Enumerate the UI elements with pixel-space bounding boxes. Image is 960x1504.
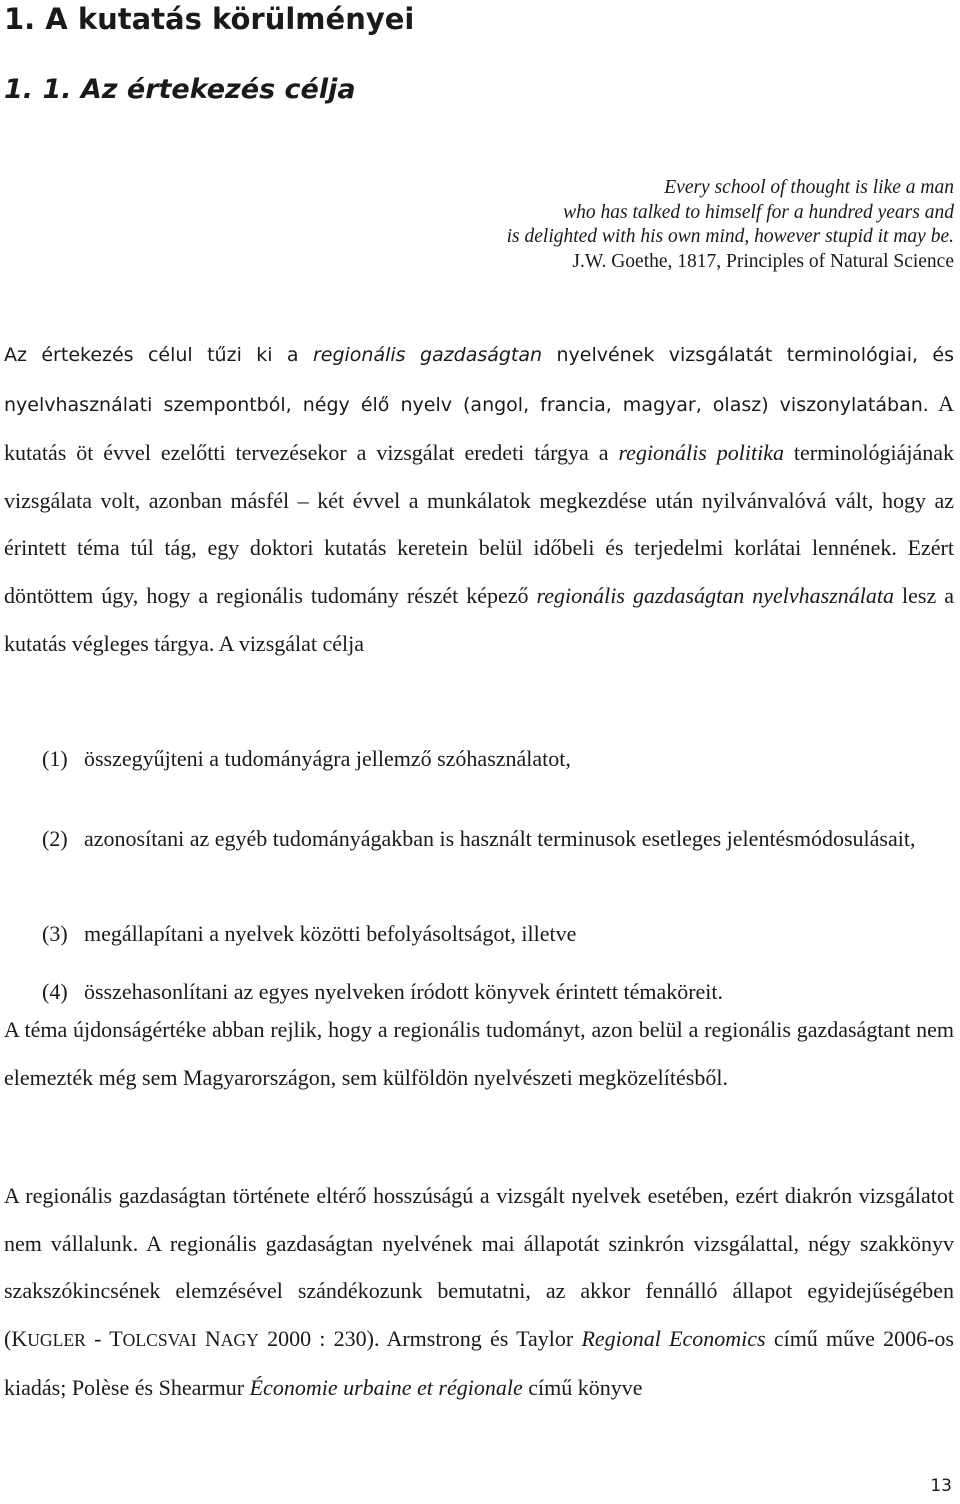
epigraph: [394, 176, 954, 274]
list-item: [42, 820, 954, 858]
list-number: (4): [42, 979, 68, 1004]
list-number: (2): [42, 826, 68, 851]
text-run: című műve 2006-os kiadás; Polèse és Shearmur: [4, 1325, 954, 1401]
text-run: című könyve: [522, 1375, 643, 1401]
text-run: 2000 : 230).: [258, 1325, 380, 1351]
emphasis: regionális politika: [618, 440, 784, 466]
list-item: [42, 915, 954, 953]
list-number: (1): [42, 746, 68, 771]
epigraph-attribution: J.W. Goethe, 1817, Principles of Natural Science: [572, 250, 954, 272]
text-run: A kutatás öt évvel ezelőtti tervezésekor a vizsgálat eredeti tárgya a: [4, 390, 954, 466]
page-number: 13: [930, 1476, 952, 1496]
small-caps: UGLER: [27, 1329, 86, 1350]
emphasis: regionális gazdaságtan nyelvhasználata: [536, 582, 894, 608]
list-number: (3): [42, 921, 68, 946]
emphasis: Regional Economics: [581, 1325, 766, 1351]
small-caps: OLCSVAI: [122, 1329, 197, 1350]
text-run: lesz a kutatás végleges tárgya. A vizsgálat célja: [4, 582, 954, 656]
paragraph-aim: [4, 330, 954, 667]
section-heading: 1. 1. Az értekezés célja: [4, 74, 356, 105]
text-run: -: [85, 1325, 110, 1351]
emphasis: Économie urbaine et régionale: [249, 1375, 523, 1401]
text-run: A regionális gazdaságtan története eltérő hosszúságú a vizsgált nyelvek esetében, ezért diakrón vizsgálatot nem vállalunk. A regionális gazdaságtan nyelvének mai állapotát szinkrón vizsgálattal, négy szakkönyv szakszókincsének elemzésével szándékozunk bemutatni, az akkor fennálló állapot egyidejűségében (: [4, 1183, 954, 1351]
epigraph-line: who has talked to himself for a hundred years and: [563, 201, 954, 223]
list-item: [42, 740, 954, 778]
chapter-heading: 1. A kutatás körülményei: [4, 2, 415, 36]
text-run: Az értekezés célul tűzi ki a: [4, 344, 313, 366]
paragraph-history: [4, 1172, 954, 1412]
epigraph-line: is delighted with his own mind, however stupid it may be.: [506, 226, 954, 247]
text-run: Armstrong és Taylor: [379, 1325, 582, 1351]
text-run: terminológiájának vizsgálata volt, azonban másfél – két évvel a munkálatok megkezdése után nyilvánvalóvá vált, hogy az érintett téma túl tág, egy doktori kutatás keretein belül időbeli és terjedelmi korlátai lennének. Ezért döntöttem úgy, hogy a regionális tudomány részét képező: [4, 440, 954, 608]
epigraph-line: Every school of thought is like a man: [664, 177, 954, 198]
list-text: összehasonlítani az egyes nyelveken íródott könyvek érintett témaköreit.: [84, 979, 724, 1004]
emphasis: regionális gazdaságtan: [312, 344, 543, 366]
small-caps: AGY: [220, 1329, 259, 1350]
list-text: összegyűjteni a tudományágra jellemző szóhasználatot,: [84, 746, 571, 771]
list-text: azonosítani az egyéb tudományágakban is használt terminusok esetleges jelentésmódosulásait,: [84, 826, 916, 851]
text-run: nyelvének vizsgálatát terminológiai, és nyelvhasználati szempontból, négy élő nyelv (angol, francia, magyar, olasz) viszonylatában.: [4, 344, 954, 416]
paragraph-novelty: A téma újdonságértéke abban rejlik, hogy a regionális tudományt, azon belül a regionális gazdaságtant nem elemezték még sem Magyarországon, sem külföldön nyelvészeti megközelítésből.: [4, 1017, 954, 1090]
text-run: N: [196, 1325, 221, 1351]
list-text: megállapítani a nyelvek közötti befolyásoltságot, illetve: [84, 921, 577, 946]
text-run: T: [109, 1325, 123, 1351]
text-run: K: [11, 1325, 28, 1351]
paragraph-text: [4, 344, 954, 416]
